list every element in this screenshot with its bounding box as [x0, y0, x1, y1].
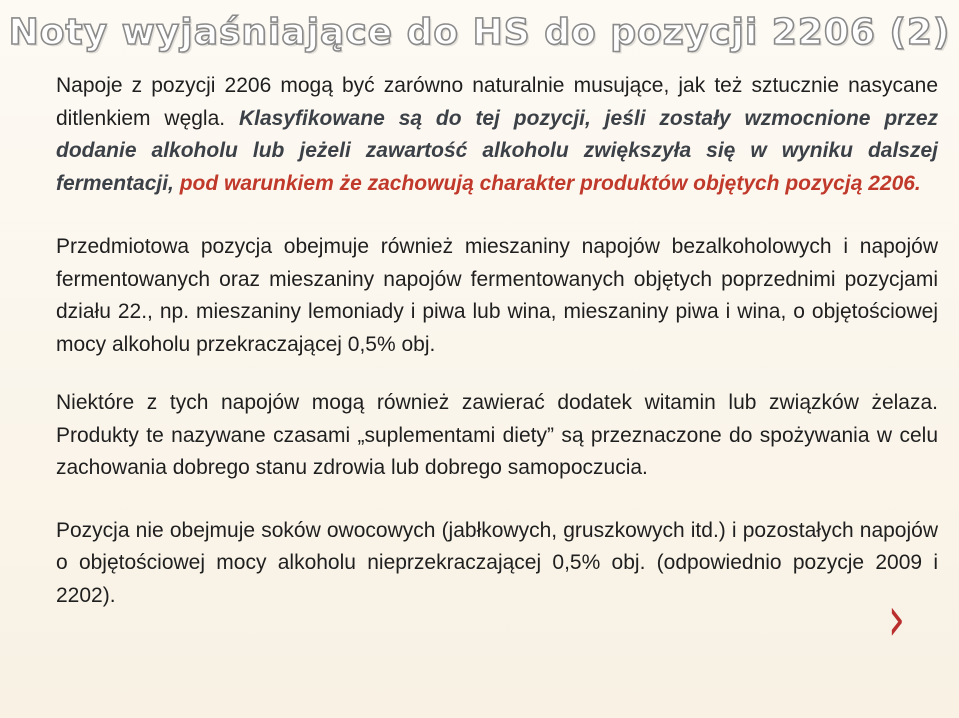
chevron-right-icon[interactable]: › — [887, 582, 906, 655]
paragraph-1-highlight: pod warunkiem że zachowują charakter produktów objętych pozycją 2206. — [179, 171, 921, 195]
paragraph-1-plain-text: Napoje z pozycji 2206 mogą być zarówno naturalnie musujące, jak też sztucznie nasycane ditlenkiem węgla. — [56, 74, 938, 130]
paragraph-1-emphasis: Klasyfikowane są do tej pozycji, jeśli zostały wzmocnione przez dodanie alkoholu lub jeżeli zawartość alkoholu zwiększyła się w wyniku dalszej fermentacji, — [56, 106, 938, 195]
paragraph-2: Przedmiotowa pozycja obejmuje również mieszaniny napojów bezalkoholowych i napojów fermentowanych oraz mieszaniny napojów fermentowanych objętych poprzednimi pozycjami działu 22., np. mieszaniny lemoniady i piwa lub wina, mieszaniny piwa i wina, o objętościowej mocy alkoholu przekraczającej 0,5% obj. — [56, 235, 938, 356]
paragraph-3: Niektóre z tych napojów mogą również zawierać dodatek witamin lub związków żelaza. Produkty te nazywane czasami „suplementami diety” są przeznaczone do spożywania w celu zachowania dobrego stanu zdrowia lub dobrego samopoczucia. — [56, 391, 938, 479]
paragraph-1 — [56, 70, 938, 200]
slide-title: Noty wyjaśniające do HS do pozycji 2206 (2) — [8, 12, 951, 53]
paragraph-4: Pozycja nie obejmuje soków owocowych (jabłkowych, gruszkowych itd.) i pozostałych napojów o objętościowej mocy alkoholu nieprzekraczającej 0,5% obj. (odpowiednio pozycje 2009 i 2202). — [56, 518, 938, 607]
slide-body — [56, 70, 938, 612]
